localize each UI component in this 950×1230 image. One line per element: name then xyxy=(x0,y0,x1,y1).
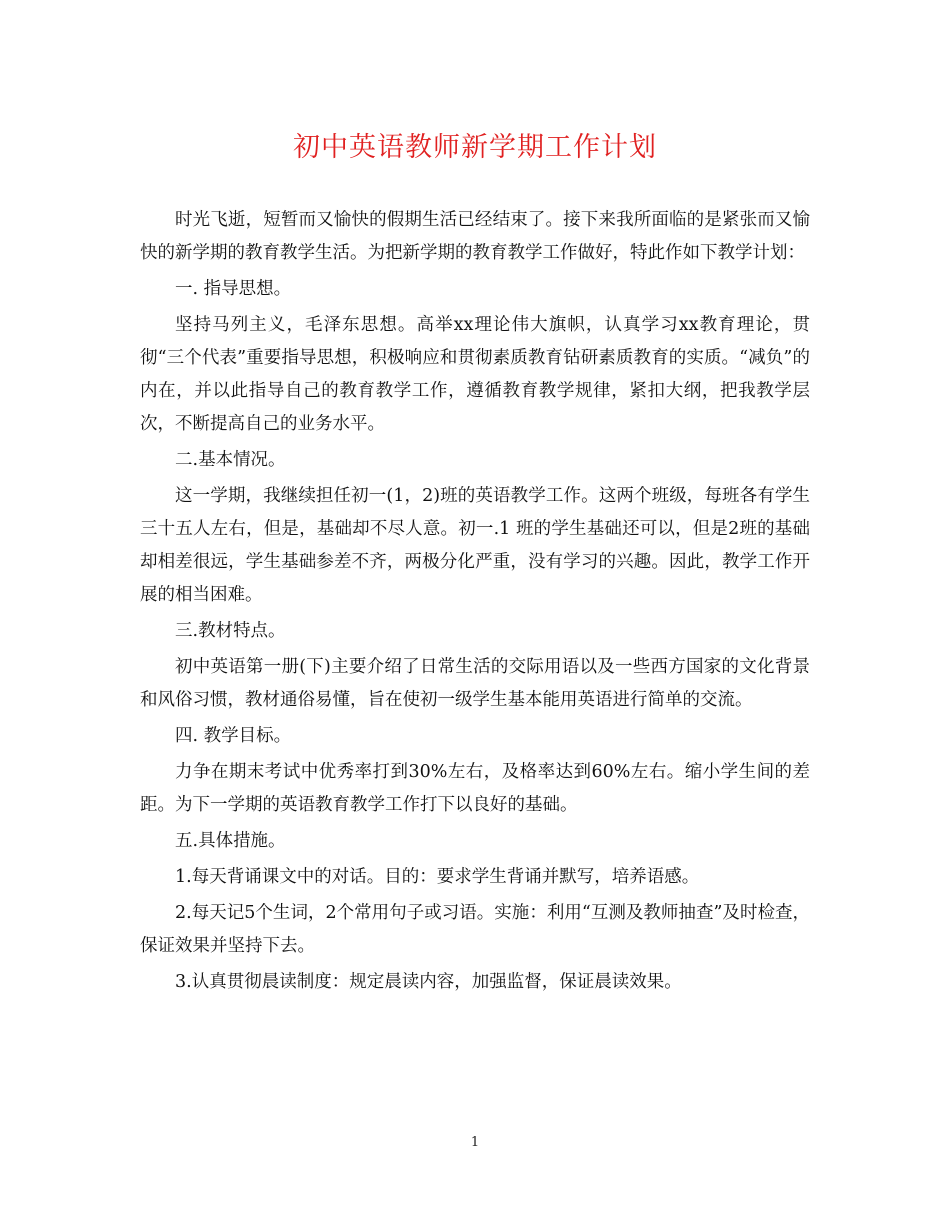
paragraph-teaching-goals: 力争在期末考试中优秀率打到30%左右，及格率达到60%左右。缩小学生间的差距。为下一学期的英语教育教学工作打下以良好的基础。 xyxy=(140,762,810,815)
paragraph-guiding-thought: 坚持马列主义，毛泽东思想。高举xx理论伟大旗帜，认真学习xx教育理论，贯彻“三个代表”重要指导思想，积极响应和贯彻素质教育钻研素质教育的实质。“减负”的内在，并以此指导自己的教育教学工作，遵循教育教学规律，紧扣大纲，把我教学层次，不断提高自己的业务水平。 xyxy=(140,315,810,434)
paragraph-basic-situation: 这一学期，我继续担任初一(1，2)班的英语教学工作。这两个班级，每班各有学生三十五人左右，但是，基础却不尽人意。初一.1 班的学生基础还可以，但是2班的基础却相差很远，学生基础参差不齐，两极分化严重，没有学习的兴趣。因此，教学工作开展的相当困难。 xyxy=(140,486,810,605)
document-title: 初中英语教师新学期工作计划 xyxy=(293,132,657,163)
list-item-measure-3: 3.认真贯彻晨读制度：规定晨读内容，加强监督，保证晨读效果。 xyxy=(175,972,682,992)
heading-teaching-goals: 四. 教学目标。 xyxy=(175,726,292,746)
heading-specific-measures: 五.具体措施。 xyxy=(175,831,286,851)
heading-textbook-features: 三.教材特点。 xyxy=(175,621,286,641)
paragraph-textbook-features: 初中英语第一册(下)主要介绍了日常生活的交际用语以及一些西方国家的文化背景和风俗习惯，教材通俗易懂，旨在使初一级学生基本能用英语进行简单的交流。 xyxy=(140,657,810,710)
paragraph-intro: 时光飞逝，短暂而又愉快的假期生活已经结束了。接下来我所面临的是紧张而又愉快的新学期的教育教学生活。为把新学期的教育教学工作做好，特此作如下教学计划： xyxy=(140,210,810,263)
list-item-measure-1: 1.每天背诵课文中的对话。目的：要求学生背诵并默写，培养语感。 xyxy=(175,867,700,887)
list-item-measure-2: 2.每天记5个生词，2个常用句子或习语。实施：利用“互测及教师抽查”及时检查，保证效果并坚持下去。 xyxy=(140,903,810,956)
page-number: 1 xyxy=(470,1135,480,1150)
heading-guiding-thought: 一. 指导思想。 xyxy=(175,279,292,299)
heading-basic-situation: 二.基本情况。 xyxy=(175,450,286,470)
document-body xyxy=(140,204,810,999)
